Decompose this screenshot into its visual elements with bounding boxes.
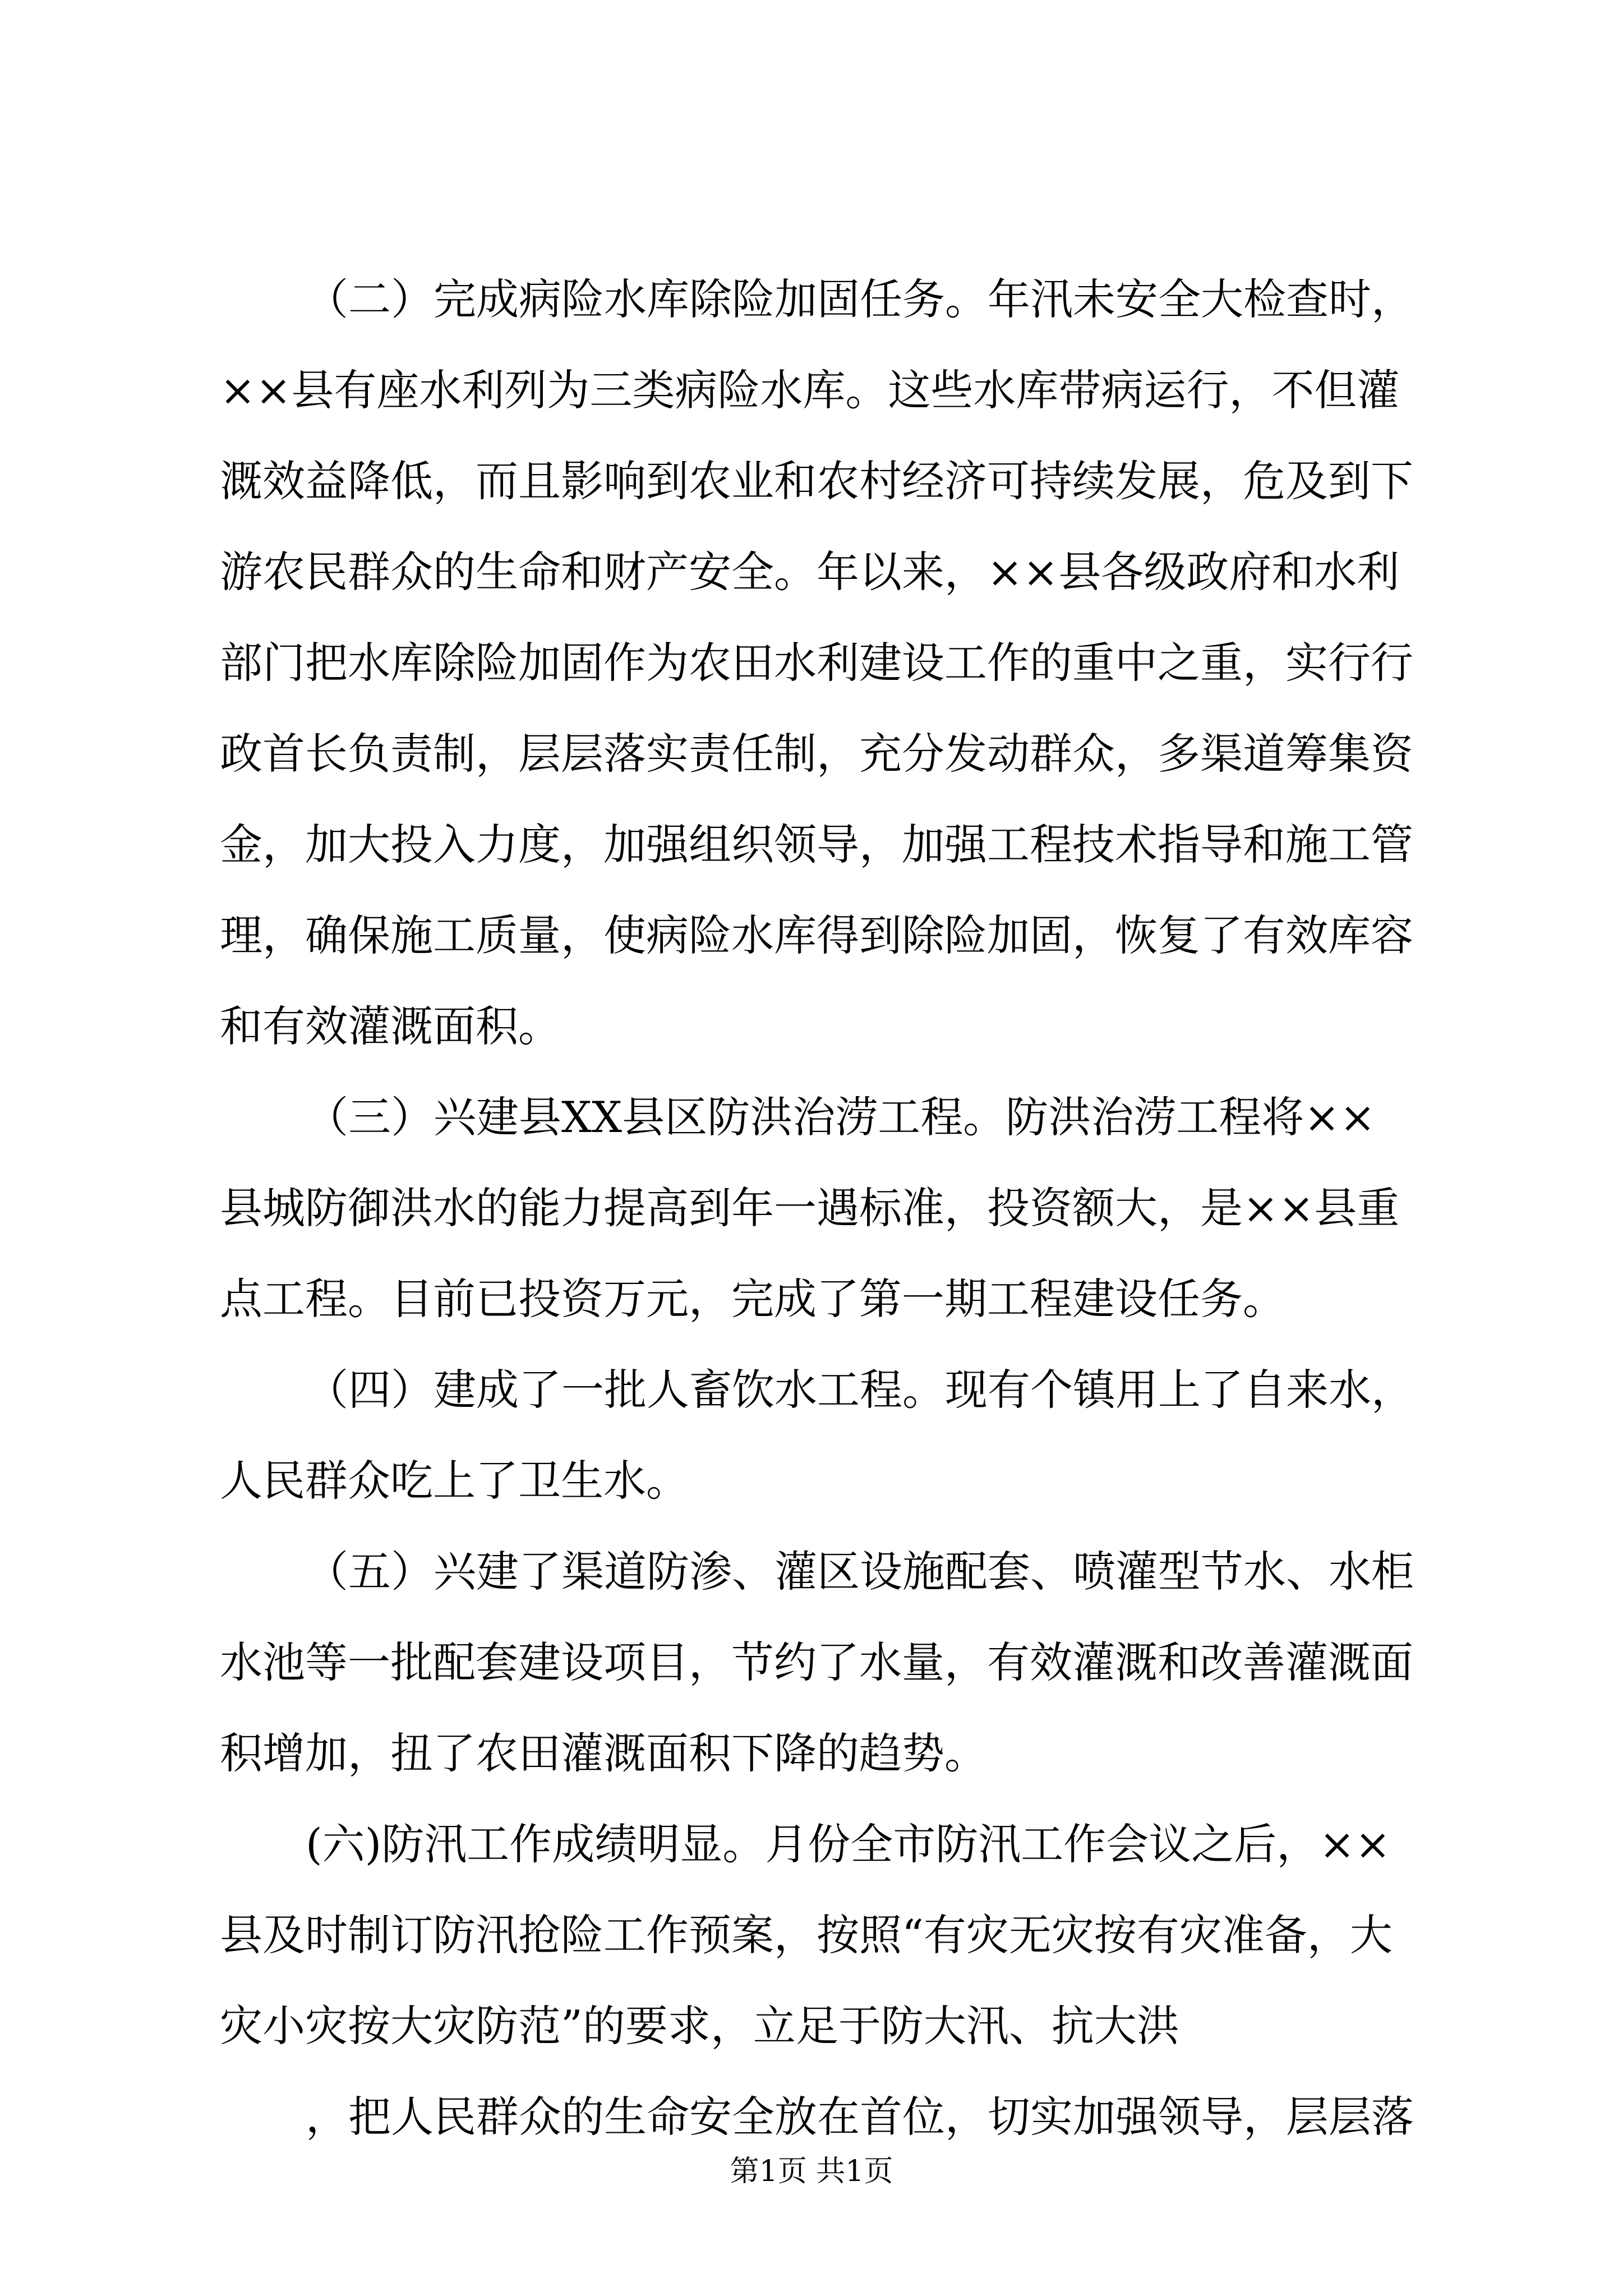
text-line: 县及时制订防汛抢险工作预案，按照“有灾无灾按有灾准备，大: [220, 1910, 1393, 1960]
text-line: （三）兴建县XX县区防洪治涝工程。防洪治涝工程将××: [306, 1092, 1376, 1142]
text-line: 积增加，扭了农田灌溉面积下降的趋势。: [220, 1728, 987, 1778]
text-line: 游农民群众的生命和财产安全。年以来，××县各级政府和水利: [220, 547, 1400, 597]
text-line: 水池等一批配套建设项目，节约了水量，有效灌溉和改善灌溉面: [220, 1637, 1413, 1687]
text-line: 部门把水库除险加固作为农田水利建设工作的重中之重，实行行: [220, 638, 1413, 688]
text-line: 溉效益降低，而且影响到农业和农村经济可持续发展，危及到下: [220, 456, 1413, 506]
text-line: (六)防汛工作成绩明显。月份全市防汛工作会议之后，××: [306, 1819, 1391, 1869]
text-line: （四）建成了一批人畜饮水工程。现有个镇用上了自来水，: [306, 1365, 1414, 1415]
text-line: 县城防御洪水的能力提高到年一遇标准，投资额大，是××县重: [220, 1183, 1400, 1233]
text-line: 人民群众吃上了卫生水。: [220, 1456, 689, 1506]
text-line: 和有效灌溉面积。: [220, 1001, 561, 1051]
text-line: （二）完成病险水库除险加固任务。年汛未安全大检查时，: [306, 274, 1414, 324]
page-footer: 第1页 共1页: [730, 2155, 893, 2188]
text-line: 金，加大投入力度，加强组织领导，加强工程技术指导和施工管: [220, 820, 1413, 869]
text-line: 政首长负责制，层层落实责任制，充分发动群众，多渠道筹集资: [220, 729, 1413, 779]
text-line: 灾小灾按大灾防范”的要求，立足于防大汛、抗大洪: [220, 2001, 1179, 2051]
text-line: 点工程。目前已投资万元，完成了第一期工程建设任务。: [220, 1274, 1285, 1324]
text-line: ，把人民群众的生命安全放在首位，切实加强领导，层层落: [306, 2092, 1414, 2142]
text-line: （五）兴建了渠道防渗、灌区设施配套、喷灌型节水、水柜: [306, 1547, 1414, 1596]
text-line: 理，确保施工质量，使病险水库得到除险加固，恢复了有效库容: [220, 910, 1413, 960]
text-line: ××县有座水利列为三类病险水库。这些水库带病运行，不但灌: [220, 365, 1400, 415]
